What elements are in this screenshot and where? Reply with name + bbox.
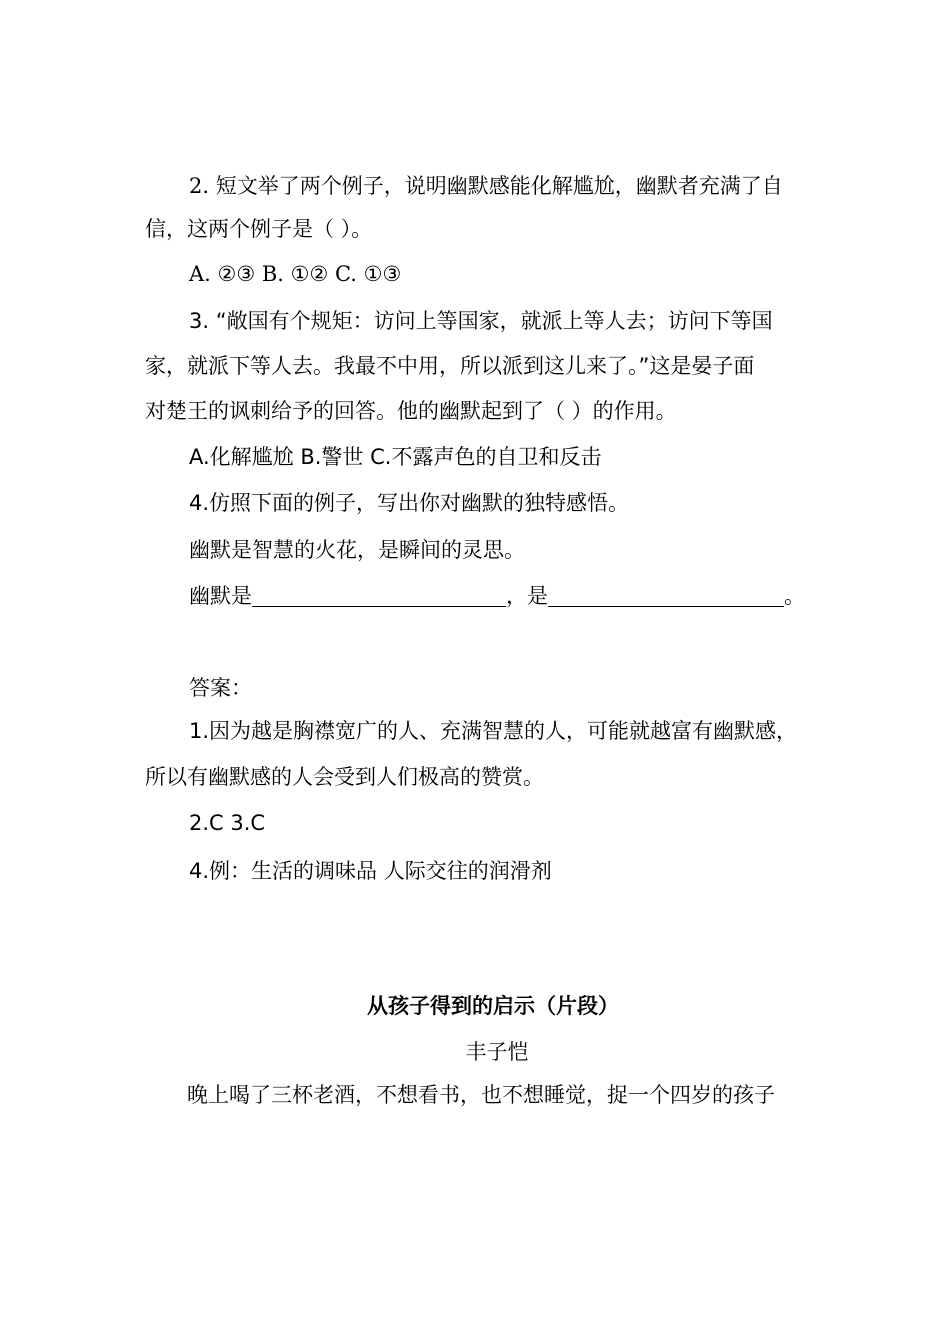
answer-blank-2[interactable]	[548, 584, 784, 607]
question-3-line-3: 对楚王的讽刺给予的回答。他的幽默起到了（ ）的作用。	[145, 399, 677, 423]
passage-title: 从孩子得到的启示（片段）	[367, 994, 619, 1018]
question-4-example: 幽默是智慧的火花，是瞬间的灵思。	[189, 538, 525, 562]
answer-4: 4.例：生活的调味品 人际交往的润滑剂	[189, 859, 552, 883]
question-3-line-1: 3. “敞国有个规矩：访问上等国家，就派上等人去；访问下等国	[189, 309, 773, 333]
question-2-line-2: 信，这两个例子是（ ）。	[145, 217, 373, 241]
question-2-line-1: 2. 短文举了两个例子，说明幽默感能化解尴尬，幽默者充满了自	[189, 174, 783, 198]
fill-prefix: 幽默是	[189, 584, 252, 608]
passage-author: 丰子恺	[465, 1040, 529, 1064]
passage-line-1: 晚上喝了三杯老酒，不想看书，也不想睡觉，捉一个四岁的孩子	[187, 1083, 775, 1107]
answer-1-line-1: 1.因为越是胸襟宽广的人、充满智慧的人，可能就越富有幽默感，	[189, 719, 798, 743]
answer-2-3: 2.C 3.C	[189, 811, 266, 835]
question-4-fill-line	[189, 581, 815, 611]
question-4-line-1: 4.仿照下面的例子，写出你对幽默的独特感悟。	[189, 491, 630, 515]
question-3-options: A.化解尴尬 B.警世 C.不露声色的自卫和反击	[189, 445, 602, 469]
fill-suffix: 。	[784, 584, 805, 608]
fill-middle: ，是	[506, 584, 548, 608]
answer-blank-1[interactable]	[252, 584, 506, 607]
question-3-line-2: 家，就派下等人去。我最不中用，所以派到这儿来了。”这是晏子面	[145, 354, 755, 378]
answer-1-line-2: 所以有幽默感的人会受到人们极高的赞赏。	[145, 765, 544, 789]
question-2-options: A. ②③ B. ①② C. ①③	[189, 262, 402, 286]
answers-heading: 答案：	[189, 676, 252, 700]
